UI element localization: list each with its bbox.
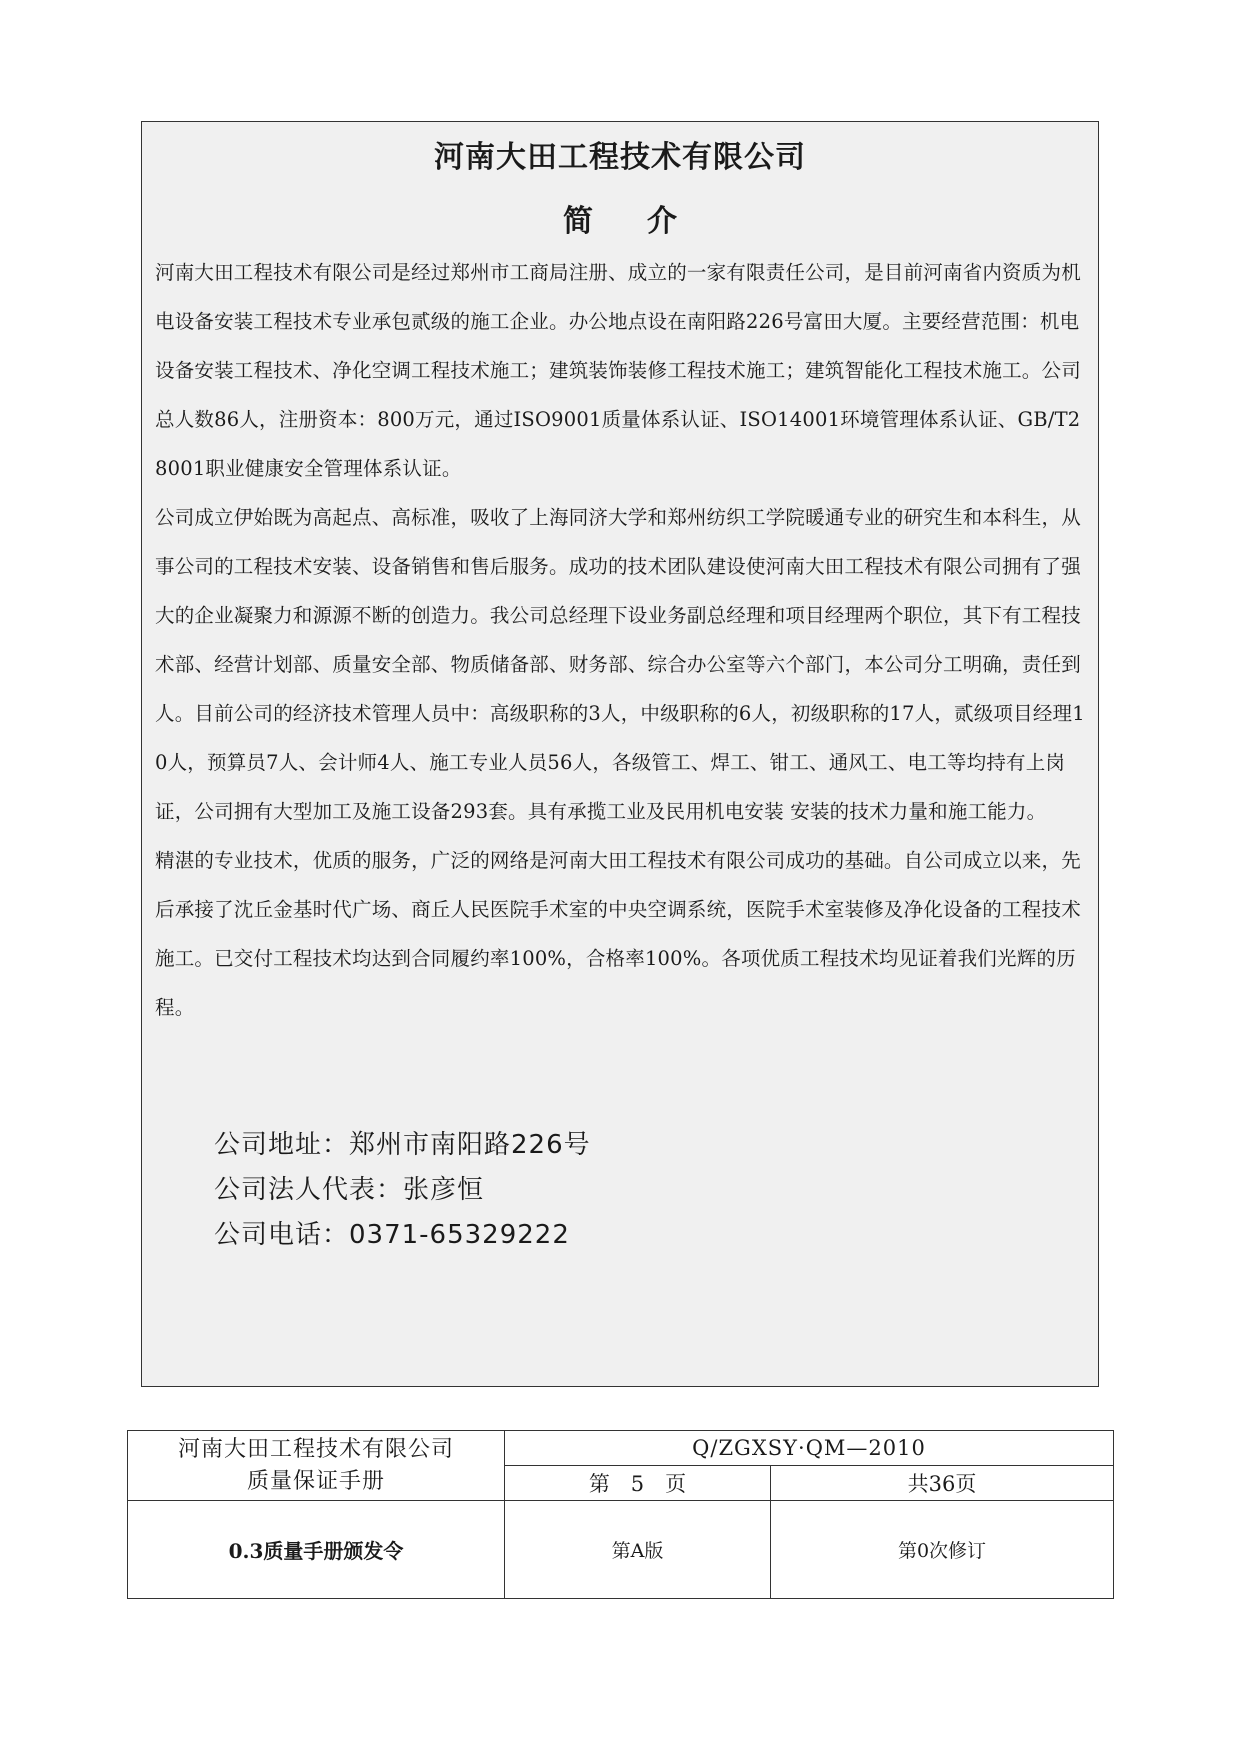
- footer-doc-code: Q/ZGXSY·QM—2010: [505, 1431, 1114, 1466]
- footer-revision: 第0次修订: [771, 1501, 1114, 1599]
- company-title: 河南大田工程技术有限公司: [434, 140, 806, 175]
- footer-company-name: 河南大田工程技术有限公司: [177, 1436, 454, 1462]
- intro-paragraph: 精湛的专业技术，优质的服务，广泛的网络是河南大田工程技术有限公司成功的基础。自公司成立以来，先后承接了沈丘金基时代广场、商丘人民医院手术室的中央空调系统，医院手术室装修及净化设备的工程技术施工。已交付工程技术均达到合同履约率100%，合格率100%。各项优质工程技术均见证着我们光辉的历程。: [155, 849, 1081, 1019]
- intro-body: [155, 248, 1088, 1032]
- footer-page-number: 第 5 页: [505, 1466, 771, 1501]
- footer-company-cell: [128, 1431, 505, 1501]
- legal-representative: 公司法人代表：张彦恒: [214, 1175, 485, 1205]
- footer-section-title: 0.3质量手册颁发令: [128, 1501, 505, 1599]
- footer-manual-name: 质量保证手册: [246, 1468, 385, 1494]
- section-title: 简介: [563, 204, 731, 239]
- company-phone: 公司电话：0371-65329222: [214, 1220, 570, 1250]
- company-intro-box: [141, 121, 1099, 1387]
- footer-total-pages: 共36页: [771, 1466, 1114, 1501]
- intro-paragraph: 河南大田工程技术有限公司是经过郑州市工商局注册、成立的一家有限责任公司，是目前河南省内资质为机电设备安装工程技术专业承包贰级的施工企业。办公地点设在南阳路226号富田大厦。主要经营范围：机电设备安装工程技术、净化空调工程技术施工；建筑装饰装修工程技术施工；建筑智能化工程技术施工。公司总人数86人，注册资本：800万元，通过ISO9001质量体系认证、ISO14001环境管理体系认证、GB/T28001职业健康安全管理体系认证。: [155, 261, 1081, 480]
- company-address: 公司地址：郑州市南阳路226号: [214, 1130, 591, 1160]
- contact-info: [214, 1123, 591, 1258]
- intro-paragraph: 公司成立伊始既为高起点、高标准，吸收了上海同济大学和郑州纺织工学院暖通专业的研究生和本科生，从事公司的工程技术安装、设备销售和售后服务。成功的技术团队建设使河南大田工程技术有限公司拥有了强大的企业凝聚力和源源不断的创造力。我公司总经理下设业务副总经理和项目经理两个职位，其下有工程技术部、经营计划部、质量安全部、物质储备部、财务部、综合办公室等六个部门，本公司分工明确，责任到人。目前公司的经济技术管理人员中：高级职称的3人，中级职称的6人，初级职称的17人，贰级项目经理10人，预算员7人、会计师4人、施工专业人员56人，各级管工、焊工、钳工、通风工、电工等均持有上岗证，公司拥有大型加工及施工设备293套。具有承揽工业及民用机电安装 安装的技术力量和施工能力。: [155, 506, 1085, 823]
- footer-edition: 第A版: [505, 1501, 771, 1599]
- document-footer-table: [127, 1430, 1114, 1599]
